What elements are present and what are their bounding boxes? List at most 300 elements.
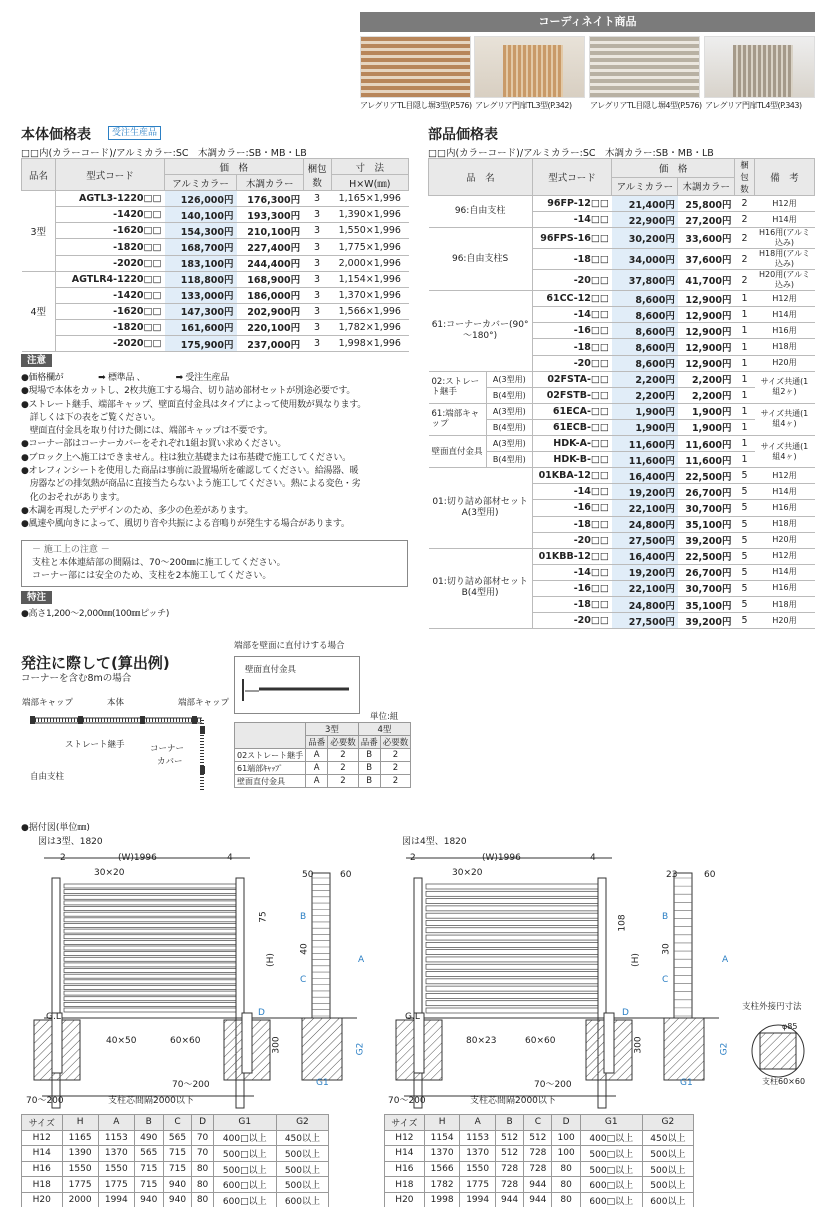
table-row	[22, 1192, 329, 1207]
size-cell: 80	[192, 1192, 213, 1207]
left-fence-slat	[64, 1008, 240, 1012]
table-row	[235, 749, 411, 762]
price-wood: 227,400円	[237, 239, 304, 255]
model-code: -18□□	[532, 516, 612, 532]
model-code: -18□□	[532, 596, 612, 612]
col-note: 備 考	[755, 159, 815, 196]
left-fence-slat	[64, 929, 240, 933]
part-sub: A(3型用)	[487, 403, 533, 419]
remark: H16用	[755, 580, 815, 596]
price-wood: 35,100円	[678, 596, 735, 612]
dimension: 1,566×1,996	[331, 303, 408, 319]
price-alu: 11,600円	[612, 436, 678, 452]
size-cell: H16	[385, 1161, 425, 1177]
need-count: 2	[380, 775, 411, 788]
col-wood: 木調カラー	[678, 177, 735, 196]
col-size: 寸 法	[331, 159, 408, 175]
size-header: H	[424, 1115, 460, 1131]
wall-fit-box	[234, 656, 360, 714]
left-fence-post-base	[52, 1013, 62, 1073]
size-cell: 600以上	[276, 1192, 328, 1207]
size-header: G2	[276, 1115, 328, 1131]
remark: H18用	[755, 339, 815, 355]
size-cell: 500以上	[276, 1177, 328, 1193]
size-cell: H20	[22, 1192, 63, 1207]
price-wood: 193,300円	[237, 207, 304, 223]
remark: H14用	[755, 564, 815, 580]
right-fence-slat	[426, 891, 602, 896]
right-fence-post-base	[604, 1013, 614, 1073]
part-name: 96:自由支柱S	[429, 228, 533, 291]
installation-drawing	[0, 848, 823, 1110]
part-no: A	[306, 749, 328, 762]
size-cell: 80	[192, 1161, 213, 1177]
size-cell: 565	[163, 1130, 192, 1146]
remark: H16用	[755, 323, 815, 339]
right-size-table	[384, 1114, 694, 1207]
right-dim-a: A	[722, 955, 729, 965]
model-code: HDK-A-□□	[532, 436, 612, 452]
note-line: ●ブロック上へ施工はできません。柱は独立基礎または布基礎で施工してください。	[21, 452, 351, 463]
size-cell: 100	[552, 1130, 580, 1146]
price-wood: 25,800円	[678, 196, 735, 212]
size-cell: 1782	[424, 1177, 460, 1193]
size-header: B	[495, 1115, 523, 1131]
table-row	[22, 1161, 329, 1177]
price-alu: 1,900円	[612, 419, 678, 435]
right-fence-slat	[426, 906, 602, 911]
right-fence-post-base	[414, 1013, 424, 1073]
price-wood: 26,700円	[678, 564, 735, 580]
table-row	[22, 319, 409, 335]
table-row	[385, 1177, 694, 1193]
left-fence-slat	[64, 907, 240, 911]
col-code: 型式コード	[56, 159, 165, 191]
note-line: ●ストレート継手、端部キャップ、壁面直付金具はタイプによって使用数が異なります。	[21, 399, 366, 410]
photo-caption-1: アレグリアTL目隠し塀3型(P.576)	[360, 101, 472, 110]
type3-header: 3型	[306, 723, 359, 736]
part-name: 61端部ｷｬｯﾌﾟ	[235, 762, 306, 775]
model-code: -18□□	[532, 339, 612, 355]
left-fence-slat	[64, 974, 240, 978]
price-alu: 8,600円	[612, 339, 678, 355]
part-no: B	[358, 749, 380, 762]
price-alu: 154,300円	[165, 223, 237, 239]
price-alu: 118,800円	[165, 271, 237, 287]
size-cell: 715	[163, 1146, 192, 1162]
left-slat-size: 30×20	[94, 868, 125, 878]
price-alu: 11,600円	[612, 452, 678, 468]
pack-count: 3	[303, 191, 331, 207]
pack-count: 2	[735, 249, 755, 270]
price-wood: 1,900円	[678, 403, 735, 419]
left-post2-size: 60×60	[170, 1036, 201, 1046]
left-fence-slat	[64, 895, 240, 899]
pack-count: 3	[303, 303, 331, 319]
outer-circle-dia: φ85	[782, 1022, 798, 1031]
size-cell: 2000	[62, 1192, 98, 1207]
model-code: -18□□	[532, 249, 612, 270]
right-margin-2: 2	[410, 853, 416, 863]
right-dim-c: C	[662, 975, 669, 985]
pack-count: 5	[735, 580, 755, 596]
special-header: 特注	[21, 591, 52, 604]
size-cell: 600□以上	[580, 1192, 642, 1207]
col-wood: 木調カラー	[237, 175, 304, 191]
need-count: 2	[328, 749, 359, 762]
left-fence-post-base	[242, 1013, 252, 1073]
body-label: 本体	[107, 698, 125, 708]
size-cell: 500以上	[642, 1161, 693, 1177]
price-wood: 237,000円	[237, 336, 304, 352]
size-cell: 600□以上	[213, 1192, 276, 1207]
left-fence-slat	[64, 912, 240, 916]
size-header: サイズ	[385, 1115, 425, 1131]
price-wood: 30,700円	[678, 500, 735, 516]
part-no: B	[358, 775, 380, 788]
price-alu: 1,900円	[612, 403, 678, 419]
model-code: -1820□□	[56, 319, 165, 335]
pack-count: 5	[735, 548, 755, 564]
table-row	[22, 223, 409, 239]
right-side-frame	[674, 873, 692, 1018]
wall-case-label: 端部を壁面に直付けする場合	[234, 641, 345, 651]
model-code: -1420□□	[56, 207, 165, 223]
outer-circle-post: 支柱60×60	[762, 1077, 806, 1086]
right-slat-size: 30×20	[452, 868, 483, 878]
pack-count: 1	[735, 452, 755, 468]
col-need: 必要数	[380, 736, 411, 749]
right-fence-slat	[426, 942, 602, 947]
remark: H12用	[755, 548, 815, 564]
pack-count: 5	[735, 613, 755, 629]
left-side-50: 50	[302, 870, 314, 880]
price-wood: 11,600円	[678, 452, 735, 468]
price-wood: 22,500円	[678, 468, 735, 484]
size-cell: 500以上	[276, 1146, 328, 1162]
table-row	[385, 1130, 694, 1146]
pack-count: 1	[735, 323, 755, 339]
pack-count: 3	[303, 223, 331, 239]
special-note: ●高さ1,200～2,000㎜(100㎜ピッチ)	[21, 609, 170, 619]
size-cell: 500□以上	[580, 1146, 642, 1162]
price-alu: 37,800円	[612, 270, 678, 291]
size-cell: H18	[385, 1177, 425, 1193]
table-row	[22, 207, 409, 223]
product-photo-2	[474, 36, 585, 98]
outer-circle-title: 支柱外接円寸法	[742, 1002, 802, 1012]
need-count: 2	[328, 775, 359, 788]
right-dim-g2: G2	[719, 1042, 730, 1056]
pack-count: 1	[735, 436, 755, 452]
price-wood: 35,100円	[678, 516, 735, 532]
construction-notes-box	[21, 540, 408, 587]
size-cell: 1994	[460, 1192, 496, 1207]
pack-count: 5	[735, 564, 755, 580]
left-dim-g2: G2	[355, 1042, 366, 1056]
size-header: A	[460, 1115, 496, 1131]
size-cell: 728	[524, 1146, 552, 1162]
right-gap: 70～200	[388, 1096, 426, 1106]
dimension: 2,000×1,996	[331, 255, 408, 271]
left-margin-2: 2	[60, 853, 66, 863]
price-alu: 21,400円	[612, 196, 678, 212]
left-fence-slat	[64, 980, 240, 984]
part-sub: A(3型用)	[487, 436, 533, 452]
size-cell: 70	[192, 1130, 213, 1146]
size-cell: 1550	[460, 1161, 496, 1177]
dimension: 1,782×1,996	[331, 319, 408, 335]
size-cell: 715	[134, 1177, 163, 1193]
table-row	[22, 287, 409, 303]
size-cell: 80	[552, 1161, 580, 1177]
right-fence-slat	[426, 957, 602, 962]
pack-count: 5	[735, 532, 755, 548]
unit-label: 単位:組	[370, 712, 399, 722]
size-header: G2	[642, 1115, 693, 1131]
left-fence-slat	[64, 901, 240, 905]
size-cell: H14	[385, 1146, 425, 1162]
price-alu: 8,600円	[612, 323, 678, 339]
left-fence-slat	[64, 952, 240, 956]
pack-count: 1	[735, 387, 755, 403]
price-wood: 37,600円	[678, 249, 735, 270]
col-name: 品 名	[429, 159, 533, 196]
construction-note-line: 支柱と本体連結部の間隔は、70～200㎜に施工してください。	[32, 558, 286, 568]
left-fence-slat	[64, 963, 240, 967]
size-cell: 1153	[98, 1130, 134, 1146]
left-pitch: 支柱芯間隔2000以下	[108, 1096, 194, 1106]
size-cell: H14	[22, 1146, 63, 1162]
right-side-23: 23	[666, 870, 678, 880]
need-count: 2	[328, 762, 359, 775]
corner-label: コーナー	[150, 744, 185, 754]
model-code: 96FP-12□□	[532, 196, 612, 212]
table-row	[429, 371, 815, 387]
price-alu: 19,200円	[612, 564, 678, 580]
parts-price-table	[428, 158, 815, 629]
size-cell: 400□以上	[580, 1130, 642, 1146]
right-fence-slat	[426, 899, 602, 904]
pack-count: 3	[303, 271, 331, 287]
price-wood: 26,700円	[678, 484, 735, 500]
note-line: ●木調を再現したデザインのため、多少の色差があります。	[21, 505, 254, 516]
left-side-frame	[312, 873, 330, 1018]
size-cell: 1370	[424, 1146, 460, 1162]
model-code: 96FPS-16□□	[532, 228, 612, 249]
size-cell: 944	[495, 1192, 523, 1207]
size-cell: 565	[134, 1146, 163, 1162]
product-photo-4	[704, 36, 815, 98]
price-wood: 12,900円	[678, 291, 735, 307]
size-cell: 1775	[98, 1177, 134, 1193]
price-wood: 220,100円	[237, 319, 304, 335]
model-code: -14□□	[532, 564, 612, 580]
left-fence-slat	[64, 946, 240, 950]
price-alu: 168,700円	[165, 239, 237, 255]
size-cell: 80	[552, 1192, 580, 1207]
part-name: 61:端部キャップ	[429, 403, 487, 435]
right-fence-slat	[426, 964, 602, 969]
need-count: 2	[380, 749, 411, 762]
table-row	[429, 548, 815, 564]
main-price-table	[21, 158, 409, 352]
main-price-title: 本体価格表	[21, 127, 91, 143]
pack-count: 2	[735, 212, 755, 228]
left-fence-slat	[64, 1002, 240, 1006]
right-fence-slat	[426, 979, 602, 984]
note-line: ●コーナー部はコーナーカバーをそれぞれ1組お買い求めください。	[21, 439, 287, 450]
price-alu: 22,900円	[612, 212, 678, 228]
size-cell: 600□以上	[580, 1177, 642, 1193]
table-row	[235, 762, 411, 775]
right-gap2: 70～200	[534, 1080, 572, 1090]
group-name: 4型	[22, 271, 56, 351]
remark: H12用	[755, 196, 815, 212]
left-gl: G.L	[46, 1012, 61, 1022]
model-code: -1820□□	[56, 239, 165, 255]
dimension: 1,775×1,996	[331, 239, 408, 255]
note-line: 房器などの排気熱が商品に直接当たらないよう施工してください。熱による変色・劣	[21, 479, 361, 490]
remark: H20用(アルミ込み)	[755, 270, 815, 291]
left-side-foundation	[302, 1018, 342, 1080]
product-photo-3	[589, 36, 700, 98]
size-cell: 940	[163, 1192, 192, 1207]
price-alu: 34,000円	[612, 249, 678, 270]
remark: H14用	[755, 212, 815, 228]
endcap-label-right: 端部キャップ	[178, 698, 230, 708]
left-fence-slat	[64, 969, 240, 973]
pack-count: 3	[303, 319, 331, 335]
product-photo-1	[360, 36, 471, 98]
price-alu: 2,200円	[612, 371, 678, 387]
model-code: 61ECA-□□	[532, 403, 612, 419]
size-cell: H16	[22, 1161, 63, 1177]
pack-count: 2	[735, 228, 755, 249]
wall-fit-label: 壁面直付金具	[245, 665, 297, 675]
left-margin-4: 4	[227, 853, 233, 863]
price-alu: 22,100円	[612, 500, 678, 516]
size-cell: 1165	[62, 1130, 98, 1146]
left-post-size: 40×50	[106, 1036, 137, 1046]
made-to-order-tag: 受注生産品	[108, 126, 161, 140]
price-alu: 147,300円	[165, 303, 237, 319]
price-wood: 210,100円	[237, 223, 304, 239]
price-alu: 22,100円	[612, 580, 678, 596]
col-partno: 品番	[306, 736, 328, 749]
pack-count: 1	[735, 307, 755, 323]
price-wood: 41,700円	[678, 270, 735, 291]
dimension: 1,550×1,996	[331, 223, 408, 239]
col-price: 価 格	[165, 159, 304, 175]
photo-caption-4: アレグリア門扉TL4型(P.343)	[705, 101, 802, 110]
part-no: A	[306, 762, 328, 775]
pack-count: 3	[303, 287, 331, 303]
table-row	[385, 1146, 694, 1162]
note-line: 化のおそれがあります。	[21, 492, 125, 503]
col-size-unit: H×W(㎜)	[331, 175, 408, 191]
right-post-size: 80×23	[466, 1036, 497, 1046]
order-title: 発注に際して(算出例)	[21, 654, 170, 672]
price-wood: 2,200円	[678, 371, 735, 387]
part-sub: B(4型用)	[487, 387, 533, 403]
model-code: 02FSTA-□□	[532, 371, 612, 387]
model-code: HDK-B-□□	[532, 452, 612, 468]
endcap-label-left: 端部キャップ	[22, 698, 74, 708]
price-wood: 12,900円	[678, 339, 735, 355]
price-wood: 202,900円	[237, 303, 304, 319]
dimension: 1,998×1,996	[331, 336, 408, 352]
size-header: B	[134, 1115, 163, 1131]
price-alu: 140,100円	[165, 207, 237, 223]
table-row	[429, 228, 815, 249]
size-header: C	[163, 1115, 192, 1131]
part-name: 壁面直付金具	[429, 436, 487, 468]
size-cell: 500以上	[642, 1177, 693, 1193]
note-line: ●風速や風向きによって、風切り音や共振による音鳴りが発生する場合があります。	[21, 519, 350, 530]
right-dim-d: D	[622, 1008, 629, 1018]
size-cell: 1154	[424, 1130, 460, 1146]
size-cell: 715	[163, 1161, 192, 1177]
model-code: 61CC-12□□	[532, 291, 612, 307]
model-code: -20□□	[532, 613, 612, 629]
remark: H14用	[755, 307, 815, 323]
type4-header: 4型	[358, 723, 411, 736]
joint-label: ストレート継手	[65, 740, 125, 750]
size-cell: H12	[22, 1130, 63, 1146]
size-cell: 512	[524, 1130, 552, 1146]
left-fence-slat	[64, 923, 240, 927]
wall-fit-diagram	[239, 677, 357, 707]
part-name: 壁面直付金具	[235, 775, 306, 788]
table-row	[429, 468, 815, 484]
left-fence-slat	[64, 985, 240, 989]
remark: H20用	[755, 355, 815, 371]
pack-count: 1	[735, 355, 755, 371]
note-line: ●オレフィンシートを使用した商品は事前に設置場所を確認してください。給湯器、暖	[21, 466, 359, 477]
size-cell: 944	[524, 1177, 552, 1193]
size-cell: 1550	[98, 1161, 134, 1177]
price-alu: 24,800円	[612, 596, 678, 612]
table-row	[235, 775, 411, 788]
price-alu: 30,200円	[612, 228, 678, 249]
left-size-table	[21, 1114, 329, 1207]
right-fence-slat	[426, 986, 602, 991]
col-alu: アルミカラー	[165, 175, 237, 191]
size-cell: 1550	[62, 1161, 98, 1177]
construction-note-line: － 施工上の注意 －	[32, 545, 110, 555]
size-cell: H18	[22, 1177, 63, 1193]
table-row	[22, 271, 409, 287]
model-code: -2020□□	[56, 336, 165, 352]
order-subtitle: コーナーを含む8mの場合	[21, 673, 132, 684]
col-partno: 品番	[358, 736, 380, 749]
coordinate-banner: コーディネイト商品	[360, 12, 815, 32]
part-name: 02ストレート継手	[235, 749, 306, 762]
model-code: 61ECB-□□	[532, 419, 612, 435]
price-wood: 12,900円	[678, 355, 735, 371]
price-wood: 12,900円	[678, 323, 735, 339]
size-cell: 600□以上	[213, 1177, 276, 1193]
model-code: 01KBA-12□□	[532, 468, 612, 484]
size-cell: 500□以上	[213, 1161, 276, 1177]
right-fence-slat	[426, 920, 602, 925]
model-code: -1420□□	[56, 287, 165, 303]
model-code: -1620□□	[56, 303, 165, 319]
pack-count: 1	[735, 339, 755, 355]
size-cell: 1775	[460, 1177, 496, 1193]
remark: H16用(アルミ込み)	[755, 228, 815, 249]
